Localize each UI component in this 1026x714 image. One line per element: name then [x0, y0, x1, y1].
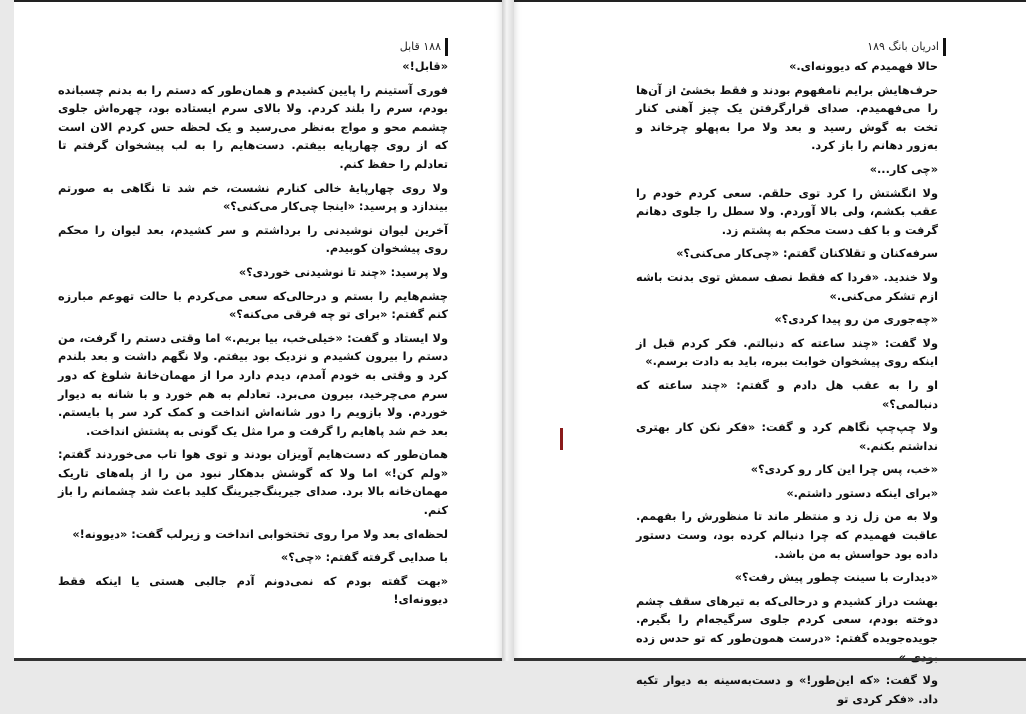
- page-top-edge: [14, 0, 502, 2]
- right-page: [514, 0, 1026, 706]
- paragraph: «چی کار...»: [869, 162, 938, 176]
- paragraph: همان‌طور که دست‌هایم آویزان بودند و توی هوا تاب می‌خوردند گفتم: «ولم کن!» اما ولا که گوشش بدهکار نبود من را از پله‌های تاریک مهمان‌خانه بالا برد. صدای جیرینگ‌جیرینگ کلید باعث شد چشمانم را باز کنم.: [58, 448, 448, 518]
- paragraph: «برای اینکه دستور داشتم.»: [786, 486, 938, 500]
- paragraph: او را به عقب هل دادم و گفتم: «چند ساعته که دنبالمی؟»: [636, 378, 938, 411]
- paragraph: سرفه‌کنان و تقلاکنان گفتم: «چی‌کار می‌کنی؟»: [676, 247, 938, 261]
- paragraph: «دیدارت با سینت چطور پیش رفت؟»: [734, 571, 938, 585]
- paragraph: بهشت دراز کشیدم و درحالی‌که به تیرهای سقف چشم دوخته بودم، سعی کردم جلوی سرگیجه‌ام را بگیرم. جویده‌جویده گفتم: «درست همون‌طور که تو حدس زده: [636, 594, 938, 646]
- paragraph: ولا ایستاد و گفت: «خیلی‌خب، بیا بریم.» اما وقتی دستم را گرفت، من دستم را بیرون کشیدم و نزدیک بود بیفتم. ولا نگهم داشت و بعد بلندم کرد و وقتی به خودم آمدم، دیدم دارد مرا از مهمان‌خانهٔ شلوغ که دور سرم می‌چرخید، بیرون می‌برد. تعادلم به هم خورد و با شانه به دیوار خوردم. ولا بازویم را دور شانه‌اش انداخت و کمک کرد سر پا بایستم. بعد خم شد پاهایم را گرفت و مرا مثل یک گونی به پشتش انداخت.: [58, 331, 448, 438]
- left-page-header: [400, 38, 448, 56]
- paragraph: ولا پرسید: «چند تا نوشیدنی خوردی؟»: [238, 265, 448, 279]
- page-bottom-edge: [14, 658, 502, 661]
- paragraph: با صدایی گرفته گفتم: «چی؟»: [280, 551, 448, 565]
- paragraph: ولا گفت: «که این‌طور!» و دست‌به‌سینه به دیوار تکیه داد. «فکر کردی تو: [636, 674, 938, 706]
- paragraph: «بهت گفته بودم که نمی‌دونم آدم جالبی هستی یا اینکه فقط دیوونه‌ای!: [58, 574, 448, 607]
- paragraph: حرف‌هایش برایم نامفهوم بودند و فقط بخشیٔ از آن‌ها را می‌فهمیدم. صدای قرارگرفتن یک چیز آهنی کنار تخت به گوش رسید و بعد ولا مرا به‌پهلو چرخاند و به‌زور دهانم را باز کرد.: [636, 83, 938, 153]
- left-page-body: [58, 58, 448, 615]
- paragraph: ولا انگشتش را کرد توی حلقم. سعی کردم خودم را عقب بکشم، ولی بالا آوردم. ولا سطل را جلوی دهانم گرفت و با کف دست محکم به پشتم زد.: [636, 186, 938, 237]
- paragraph: حالا فهمیدم که دیوونه‌ای.»: [789, 60, 938, 73]
- paragraph: ولا چپ‌چپ نگاهم کرد و گفت: «فکر نکن کار بهتری نداشتم بکنم.»: [636, 421, 938, 453]
- book-gutter: [502, 0, 514, 661]
- paragraph: «خب، پس چرا این کار رو کردی؟»: [750, 463, 938, 477]
- left-header-text: ۱۸۸ قابل: [399, 40, 441, 53]
- header-bar: [445, 38, 448, 56]
- right-page-body: [636, 58, 938, 714]
- page-top-edge: [514, 0, 1026, 2]
- paragraph: ولا گفت: «چند ساعته که دنبالتم. فکر کردم قبل از اینکه روی پیشخوان خوابت ببره، باید به دادت برسم.»: [636, 336, 938, 369]
- paragraph: ولا روی چهارپایهٔ خالی کنارم نشست، خم شد تا نگاهی به صورتم بیندازد و پرسید: «اینجا چی‌کار می‌کنی؟»: [58, 181, 448, 214]
- page-bottom-edge: [514, 658, 1026, 661]
- paragraph: «قابل!»: [402, 60, 448, 73]
- right-header-text: ادریان بانگ ۱۸۹: [867, 40, 939, 53]
- paragraph: چشم‌هایم را بستم و درحالی‌که سعی می‌کردم با حالت تهوعم مبارزه کنم گفتم: «برای تو چه فرقی می‌کنه؟»: [58, 289, 448, 322]
- bookmark-tab: [560, 428, 563, 450]
- header-bar: [943, 38, 946, 56]
- paragraph: آخرین لیوان نوشیدنی را برداشتم و سر کشیدم، بعد لیوان را محکم روی پیشخوان کوبیدم.: [58, 223, 448, 256]
- right-page-header: [867, 38, 946, 56]
- paragraph: ولا خندید. «فردا که فقط نصف سمش توی بدنت باشه ازم تشکر می‌کنی.»: [636, 270, 938, 303]
- paragraph: فوری آستینم را پایین کشیدم و همان‌طور که دستم را به بدنم چسبانده بودم، سرم را بلند کردم. ولا بالای سرم ایستاده بود، چهره‌اش جلوی چشمم محو و مواج به‌نظر می‌رسید و یک لحظه حس کردم الان است که از روی چهارپایه بیفتم. دست‌هایم را به لب پیشخوان گرفتم تا تعادلم را حفظ کنم.: [58, 83, 448, 171]
- paragraph: لحظه‌ای بعد ولا مرا روی تختخوابی انداخت و زیرلب گفت: «دیوونه!»: [72, 527, 448, 541]
- paragraph: ولا به من زل زد و منتظر ماند تا منظورش را بفهمم. عاقبت فهمیدم که چرا دنبالم کرده بود، وست دستور داده بود حواسش به من باشد.: [636, 510, 938, 561]
- left-page: [14, 0, 502, 661]
- paragraph: «چه‌جوری من رو پیدا کردی؟»: [774, 313, 938, 327]
